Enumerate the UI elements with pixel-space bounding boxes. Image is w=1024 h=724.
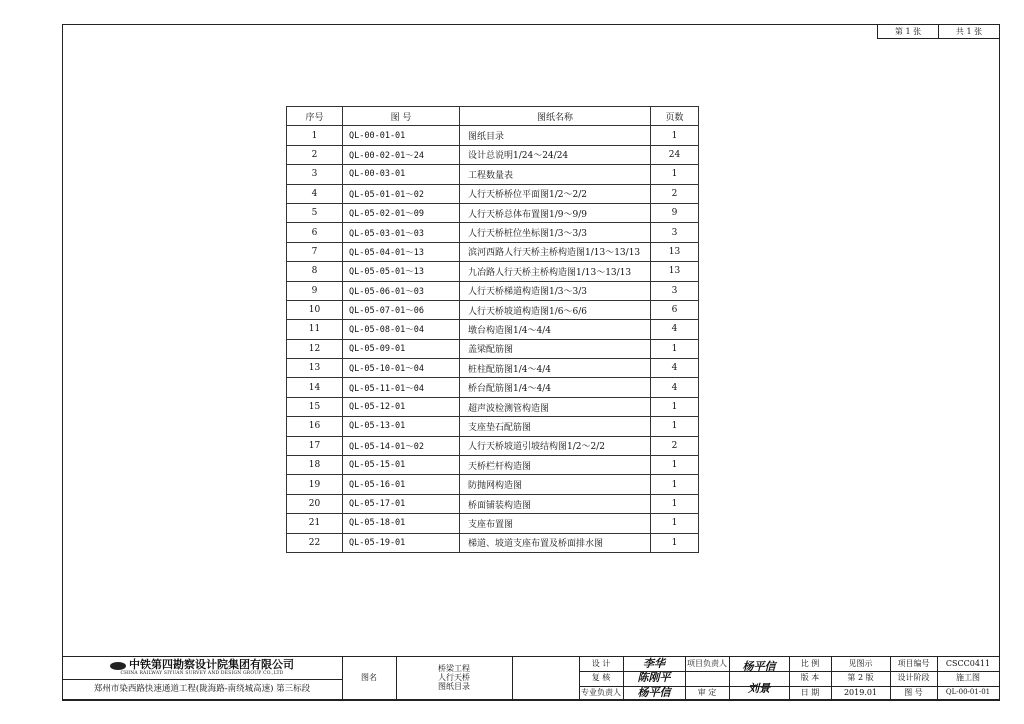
drawing-code: QL-05-10-01～04 — [343, 359, 460, 378]
page-count: 4 — [651, 359, 699, 378]
table-row — [287, 223, 699, 242]
sheet-total: 共 1 张 — [955, 27, 983, 36]
page-count: 1 — [651, 417, 699, 436]
table-row — [287, 320, 699, 339]
drawing-code: QL-05-13-01 — [343, 417, 460, 436]
stage-label: 设计阶段 — [897, 673, 930, 683]
drawing-no-value: QL-00-01-01 — [945, 688, 991, 697]
signature-check: 陈刚平 — [637, 671, 671, 685]
table-row — [287, 456, 699, 475]
drawing-code: QL-05-07-01～06 — [343, 300, 460, 319]
drawing-code: QL-05-08-01～04 — [343, 320, 460, 339]
company-cell — [62, 657, 342, 679]
role-discipline-lead: 专业负责人 — [581, 687, 621, 697]
drawing-name-label: 图名 — [361, 673, 377, 683]
header-code: 图 号 — [343, 107, 460, 126]
drawing-code: QL-00-02-01～24 — [343, 145, 460, 164]
row-number: 18 — [287, 456, 343, 475]
drawing-title: 设计总说明1/24～24/24 — [460, 145, 651, 164]
drawing-code: QL-05-17-01 — [343, 494, 460, 513]
header-name: 图纸名称 — [460, 107, 651, 126]
drawing-title: 桩柱配筋图1/4～4/4 — [460, 359, 651, 378]
page-count: 1 — [651, 514, 699, 533]
table-row — [287, 165, 699, 184]
drawing-title: 支座垫石配筋图 — [460, 417, 651, 436]
page-count: 4 — [651, 378, 699, 397]
drawing-title: 滨河西路人行天桥主桥构造图1/13～13/13 — [460, 242, 651, 261]
role-review: 审 定 — [697, 687, 717, 697]
page-count: 1 — [651, 126, 699, 145]
drawing-code: QL-05-11-01～04 — [343, 378, 460, 397]
page-count: 13 — [651, 242, 699, 261]
row-number: 14 — [287, 378, 343, 397]
table-row — [287, 417, 699, 436]
row-number: 13 — [287, 359, 343, 378]
drawing-title: 人行天桥桩位坐标图1/3～3/3 — [460, 223, 651, 242]
company-logo-icon — [110, 662, 126, 670]
drawing-code: QL-05-18-01 — [343, 514, 460, 533]
row-number: 1 — [287, 126, 343, 145]
table-row — [287, 339, 699, 358]
page-count: 1 — [651, 456, 699, 475]
drawing-code: QL-00-01-01 — [343, 126, 460, 145]
row-number: 17 — [287, 436, 343, 455]
row-number: 10 — [287, 300, 343, 319]
signature-project-lead: 杨平信 — [742, 659, 776, 673]
signature-discipline-lead: 杨平信 — [637, 685, 671, 699]
project-no-value: CSCC0411 — [945, 658, 991, 668]
drawing-title: 支座布置图 — [460, 514, 651, 533]
header-no: 序号 — [287, 107, 343, 126]
role-project-lead: 项目负责人 — [687, 658, 727, 668]
table-row — [287, 242, 699, 261]
drawing-code: QL-05-01-01～02 — [343, 184, 460, 203]
drawing-title: 人行天桥坡道构造图1/6～6/6 — [460, 300, 651, 319]
drawing-title: 防抛网构造图 — [460, 475, 651, 494]
drawing-code: QL-05-02-01～09 — [343, 203, 460, 222]
row-number: 22 — [287, 533, 343, 552]
table-row — [287, 514, 699, 533]
page-count: 6 — [651, 300, 699, 319]
table-row — [287, 436, 699, 455]
table-header-row — [287, 107, 699, 126]
drawing-title: 桥面铺装构造图 — [460, 494, 651, 513]
drawing-code: QL-05-03-01～03 — [343, 223, 460, 242]
drawing-title: 梯道、坡道支座布置及桥面排水图 — [460, 533, 651, 552]
row-number: 9 — [287, 281, 343, 300]
scale-value: 见图示 — [848, 658, 873, 668]
table-row — [287, 475, 699, 494]
row-number: 15 — [287, 397, 343, 416]
row-number: 12 — [287, 339, 343, 358]
table-row — [287, 378, 699, 397]
page-count: 1 — [651, 494, 699, 513]
table-row — [287, 300, 699, 319]
table-row — [287, 533, 699, 552]
version-label: 版 本 — [800, 673, 820, 683]
drawing-code: QL-00-03-01 — [343, 165, 460, 184]
drawing-code: QL-05-19-01 — [343, 533, 460, 552]
row-number: 21 — [287, 514, 343, 533]
row-number: 19 — [287, 475, 343, 494]
row-number: 4 — [287, 184, 343, 203]
row-number: 16 — [287, 417, 343, 436]
version-value: 第 2 版 — [847, 673, 874, 683]
table-row — [287, 203, 699, 222]
row-number: 6 — [287, 223, 343, 242]
project-name: 郑州市染西路快速通道工程(陇海路-南绕城高速) 第三标段 — [93, 683, 311, 694]
drawing-title: 人行天桥桥位平面图1/2～2/2 — [460, 184, 651, 203]
page-count: 9 — [651, 203, 699, 222]
date-label: 日 期 — [800, 687, 820, 697]
row-number: 8 — [287, 262, 343, 281]
row-number: 11 — [287, 320, 343, 339]
drawing-code: QL-05-05-01～13 — [343, 262, 460, 281]
drawing-title: 图纸目录 — [460, 126, 651, 145]
page-count: 13 — [651, 262, 699, 281]
page-count: 1 — [651, 475, 699, 494]
drawing-title: 工程数量表 — [460, 165, 651, 184]
drawing-code: QL-05-09-01 — [343, 339, 460, 358]
page-count: 2 — [651, 184, 699, 203]
page-count: 1 — [651, 165, 699, 184]
drawing-title: 人行天桥总体布置图1/9～9/9 — [460, 203, 651, 222]
table-row — [287, 145, 699, 164]
drawing-title: 桥台配筋图1/4～4/4 — [460, 378, 651, 397]
page-count: 1 — [651, 339, 699, 358]
drawing-index-table — [286, 106, 699, 553]
project-no-label: 项目编号 — [897, 658, 930, 668]
page-count: 4 — [651, 320, 699, 339]
page-count: 2 — [651, 436, 699, 455]
drawing-title: 人行天桥坡道引坡结构图1/2～2/2 — [460, 436, 651, 455]
drawing-name — [396, 657, 512, 700]
drawing-name-line-2: 人行天桥 — [438, 673, 470, 683]
table-row — [287, 397, 699, 416]
table-row — [287, 281, 699, 300]
row-number: 3 — [287, 165, 343, 184]
drawing-name-line-1: 桥梁工程 — [438, 664, 470, 674]
table-row — [287, 262, 699, 281]
page-count: 1 — [651, 533, 699, 552]
drawing-title: 墩台构造图1/4～4/4 — [460, 320, 651, 339]
company-name: 中铁第四勘察设计院集团有限公司 — [110, 659, 294, 671]
sheet-counter — [877, 25, 999, 39]
page-count: 3 — [651, 281, 699, 300]
drawing-code: QL-05-12-01 — [343, 397, 460, 416]
drawing-code: QL-05-04-01～13 — [343, 242, 460, 261]
drawing-no-label: 图 号 — [904, 687, 923, 697]
drawing-code: QL-05-16-01 — [343, 475, 460, 494]
drawing-title: 天桥栏杆构造图 — [460, 456, 651, 475]
table-row — [287, 359, 699, 378]
header-pages: 页数 — [651, 107, 699, 126]
role-design: 设 计 — [591, 658, 611, 668]
signature-review: 刘景 — [748, 682, 770, 696]
drawing-title: 盖梁配筋图 — [460, 339, 651, 358]
title-block — [62, 656, 1000, 701]
scale-label: 比 例 — [800, 658, 820, 668]
table-row — [287, 184, 699, 203]
stage-value: 施工图 — [956, 673, 980, 683]
page-count: 24 — [651, 145, 699, 164]
drawing-code: QL-05-06-01～03 — [343, 281, 460, 300]
page-count: 3 — [651, 223, 699, 242]
drawing-title: 九冶路人行天桥主桥构造图1/13～13/13 — [460, 262, 651, 281]
row-number: 7 — [287, 242, 343, 261]
table-row — [287, 494, 699, 513]
page-count: 1 — [651, 397, 699, 416]
row-number: 20 — [287, 494, 343, 513]
drawing-title: 人行天桥梯道构造图1/3～3/3 — [460, 281, 651, 300]
date-value: 2019.01 — [843, 687, 878, 697]
row-number: 5 — [287, 203, 343, 222]
company-name-en: CHINA RAILWAY SIYUAN SURVEY AND DESIGN GROUP CO.,LTD — [120, 670, 284, 676]
drawing-name-line-3: 图纸目录 — [438, 681, 470, 691]
role-check: 复 核 — [591, 673, 611, 683]
table-row — [287, 126, 699, 145]
drawing-title: 超声波检测管构造图 — [460, 397, 651, 416]
drawing-code: QL-05-15-01 — [343, 456, 460, 475]
sheet-number: 第 1 张 — [878, 25, 939, 38]
row-number: 2 — [287, 145, 343, 164]
drawing-code: QL-05-14-01～02 — [343, 436, 460, 455]
signature-design: 李华 — [643, 656, 665, 670]
